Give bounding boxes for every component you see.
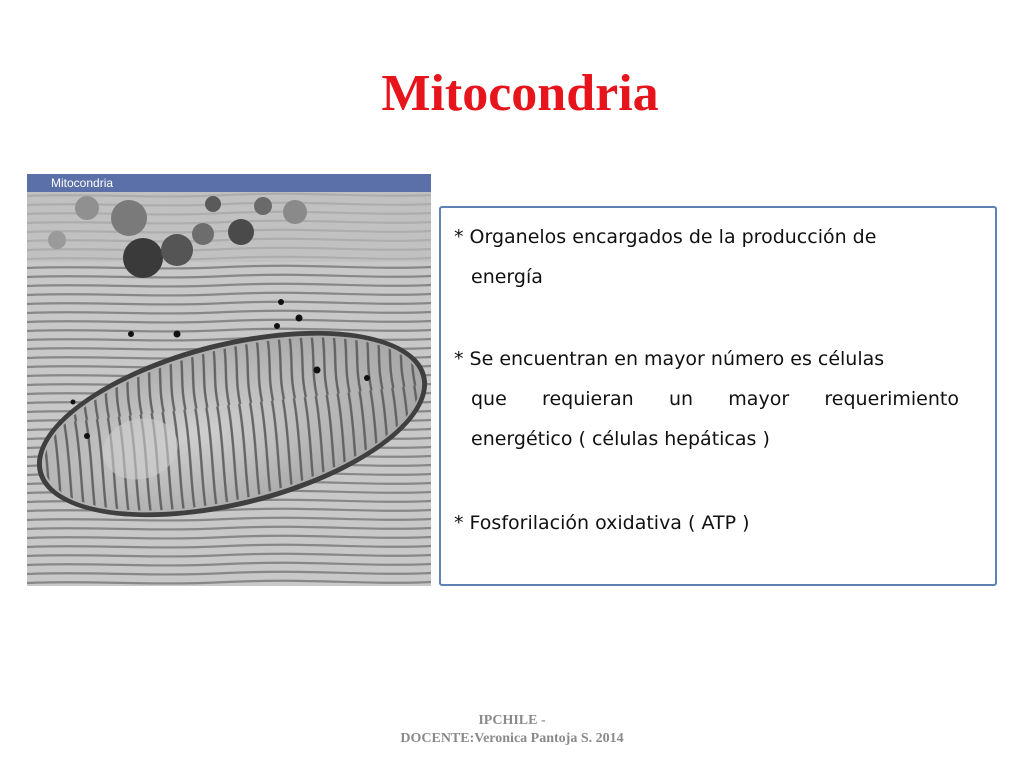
bullet-atp	[454, 503, 964, 543]
bullet-line: energético ( células hepáticas )	[471, 428, 770, 450]
word: que	[471, 388, 507, 410]
info-box	[439, 206, 997, 586]
word: un	[668, 388, 694, 410]
bullet-line: * Organelos encargados de la producción de	[454, 226, 877, 248]
figure-caption: Mitocondria	[51, 176, 114, 190]
slide-footer	[0, 712, 1024, 748]
word: requieran	[542, 388, 634, 410]
bullet-line-justified	[454, 379, 959, 419]
footer-author: DOCENTE:Veronica Pantoja S. 2014	[400, 731, 624, 746]
micrograph-image	[27, 174, 431, 586]
slide-title: Mitocondria	[381, 65, 659, 122]
bullet-line: * Fosforilación oxidativa ( ATP )	[454, 512, 750, 534]
bullet-line: * Se encuentran en mayor número es células	[454, 348, 885, 370]
bullet-location	[454, 339, 964, 459]
figure-caption-bar	[27, 174, 431, 192]
footer-institution: IPCHILE -	[478, 713, 546, 728]
bullet-line: energía	[471, 266, 543, 288]
bullet-function	[454, 217, 964, 297]
mitochondria-micrograph	[27, 174, 431, 586]
word: requerimiento	[824, 388, 959, 410]
word: mayor	[728, 388, 790, 410]
